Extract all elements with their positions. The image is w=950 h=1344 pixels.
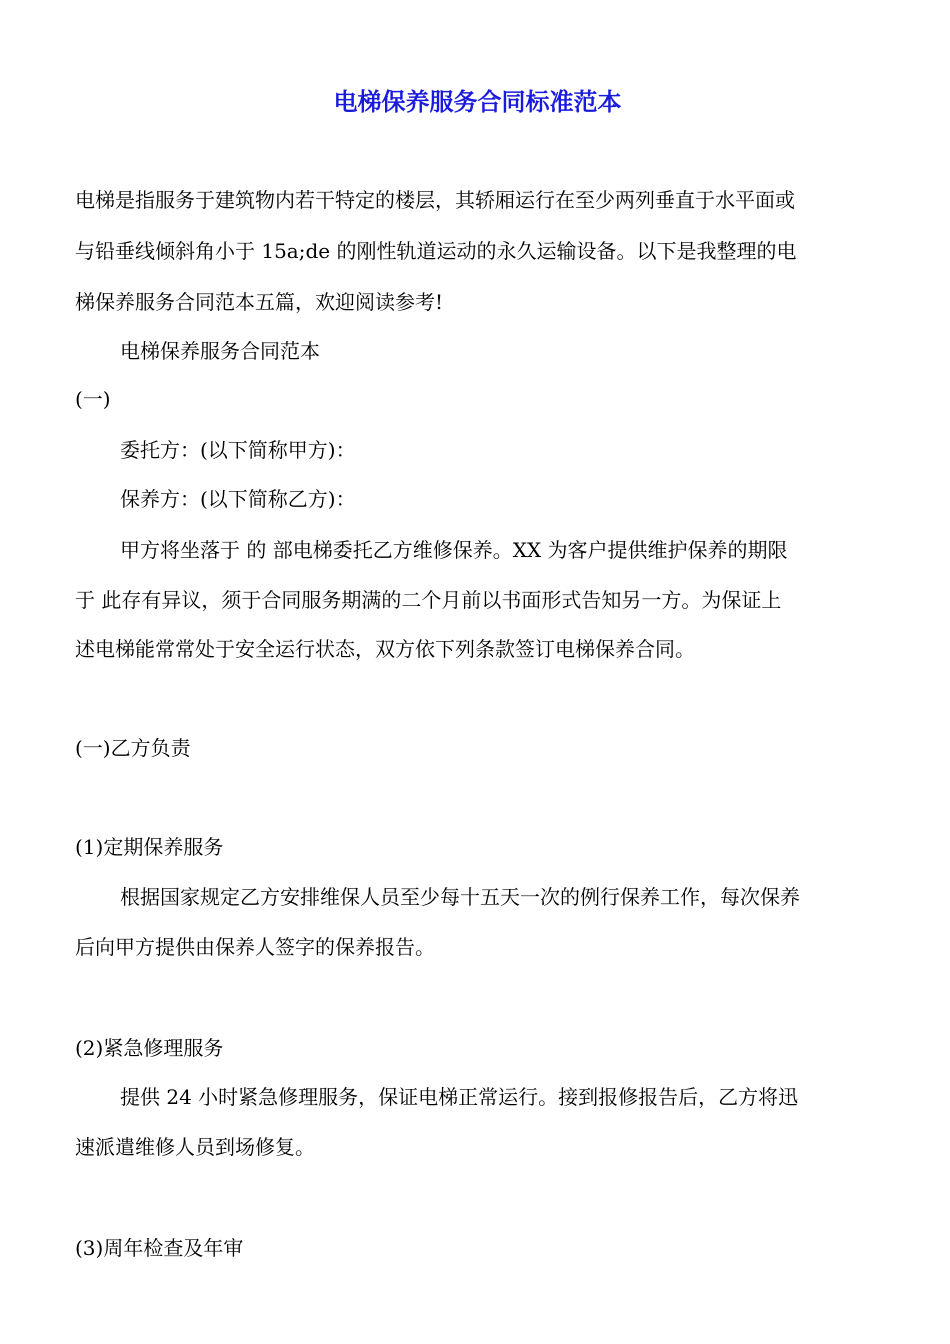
paragraph-line: 速派遣维修人员到场修复。 [75,1135,315,1159]
paragraph-line: 根据国家规定乙方安排维保人员至少每十五天一次的例行保养工作，每次保养 [120,885,800,909]
paragraph-line: 甲方将坐落于 的 部电梯委托乙方维修保养。XX 为客户提供维护保养的期限 [120,538,788,562]
document-title: 电梯保养服务合同标准范本 [333,88,622,116]
party-line: 保养方：(以下简称乙方)： [120,487,356,511]
subsection-heading: (2)紧急修理服务 [75,1036,224,1060]
paragraph-line: 电梯是指服务于建筑物内若干特定的楼层，其轿厢运行在至少两列垂直于水平面或 [75,188,795,212]
section-number: (一) [75,387,111,411]
paragraph-line: 梯保养服务合同范本五篇，欢迎阅读参考! [75,290,444,314]
party-line: 委托方：(以下简称甲方)： [120,438,356,462]
document-page [75,0,880,1344]
paragraph-line: 后向甲方提供由保养人签字的保养报告。 [75,935,435,959]
section-heading: 电梯保养服务合同范本 [120,339,320,363]
section-heading: (一)乙方负责 [75,736,191,760]
paragraph-line: 述电梯能常常处于安全运行状态，双方依下列条款签订电梯保养合同。 [75,637,695,661]
subsection-heading: (1)定期保养服务 [75,835,224,859]
paragraph-line: 提供 24 小时紧急修理服务，保证电梯正常运行。接到报修报告后，乙方将迅 [120,1085,799,1109]
paragraph-line: 于 此存有异议，须于合同服务期满的二个月前以书面形式告知另一方。为保证上 [75,588,782,612]
paragraph-line: 与铅垂线倾斜角小于 15a;de 的刚性轨道运动的永久运输设备。以下是我整理的电 [75,239,797,263]
subsection-heading: (3)周年检查及年审 [75,1236,244,1260]
